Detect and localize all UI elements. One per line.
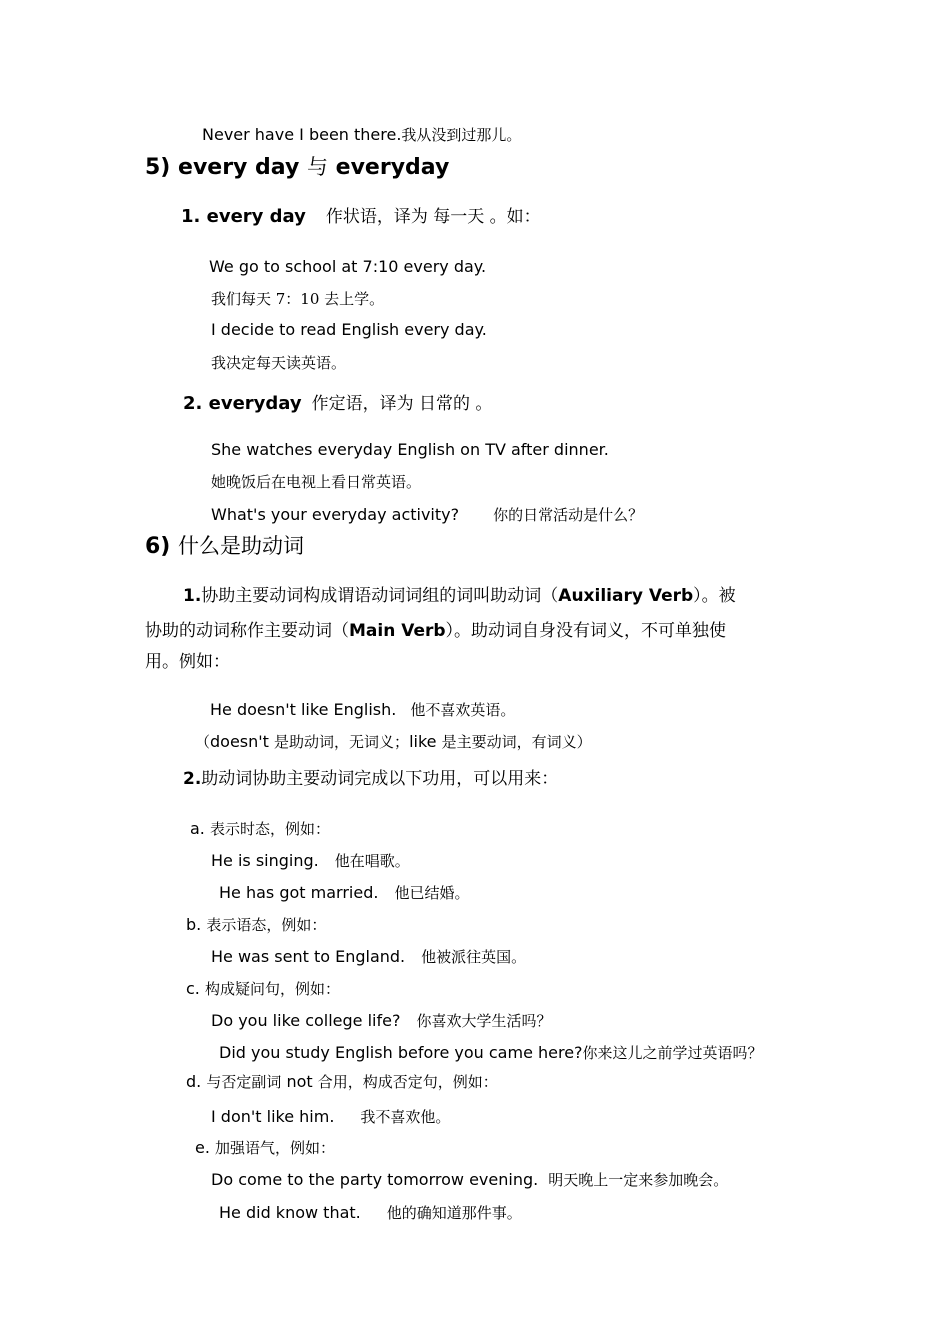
example-cn: 明天晚上一定来参加晚会。	[548, 1171, 729, 1189]
text: 协助的动词称作主要动词（	[145, 621, 349, 641]
subsection-everyday	[183, 393, 492, 415]
example-is-singing	[211, 850, 410, 872]
example-watches-english: She watches everyday English on TV after dinner.	[211, 440, 609, 459]
title-part-b: everyday	[335, 155, 450, 180]
text: ）。助动词自身没有词义，不可单独使	[445, 621, 727, 641]
example-cn: 你喜欢大学生活吗？	[416, 1012, 552, 1030]
subsection-every-day	[181, 206, 541, 228]
example-college-life	[211, 1010, 551, 1032]
subsection-desc: 作定语，译为 日常的 。	[311, 394, 493, 414]
example-en: Do come to the party tomorrow evening.	[211, 1170, 539, 1189]
example-en: Did you study English before you came here?	[219, 1043, 583, 1062]
example-study-english	[219, 1042, 763, 1064]
paragraph-2	[183, 768, 558, 790]
paragraph-1-line-1	[183, 585, 736, 607]
example-en: He has got married.	[219, 883, 379, 902]
note-doesnt	[195, 731, 592, 753]
example-cn: 我从没到过那儿。	[401, 126, 522, 144]
subsection-heading: 2. everyday	[183, 393, 302, 414]
example-cn: 他不喜欢英语。	[410, 701, 516, 719]
example-en: Never have I been there.	[202, 125, 402, 144]
example-cn: 他的确知道那件事。	[386, 1204, 522, 1222]
example-doesnt-like	[210, 699, 515, 721]
paragraph-1-line-3: 用。例如：	[145, 652, 230, 672]
term: like	[409, 732, 437, 751]
example-en: What's your everyday activity?	[211, 505, 460, 524]
paragraph-number: 2.	[183, 769, 202, 789]
example-go-to-school: We go to school at 7:10 every day.	[209, 257, 487, 276]
example-cn: 我不喜欢他。	[360, 1108, 451, 1126]
example-en: He doesn't like English.	[210, 700, 397, 719]
item-label: b.	[186, 915, 202, 934]
item-label: d.	[186, 1072, 202, 1091]
text: 与否定副词	[206, 1073, 282, 1091]
example-cn: 他在唱歌。	[334, 852, 410, 870]
item-label: c.	[186, 979, 200, 998]
example-go-to-school-cn: 我们每天 7：10 去上学。	[211, 290, 385, 308]
section-5-title	[145, 156, 449, 179]
text: 表示时态，例如：	[209, 820, 330, 838]
example-got-married	[219, 882, 469, 904]
title-connector: 与	[306, 155, 328, 179]
example-cn: 你来这儿之前学过英语吗？	[582, 1044, 763, 1062]
example-en: He did know that.	[219, 1203, 361, 1222]
text: 助动词协助主要动词完成以下功用，可以用来：	[201, 769, 559, 789]
subsection-desc: 作状语，译为 每一天 。如：	[325, 207, 541, 227]
section-6-title	[145, 535, 304, 558]
text: 加强语气，例如：	[215, 1139, 336, 1157]
example-en: He is singing.	[211, 851, 319, 870]
text: 构成疑问句，例如：	[204, 980, 340, 998]
example-read-english: I decide to read English every day.	[211, 320, 487, 339]
title-text: 什么是助动词	[178, 534, 305, 558]
paragraph-number: 1.	[183, 586, 202, 606]
example-everyday-activity	[211, 504, 643, 526]
term-main-verb: Main Verb	[349, 621, 446, 641]
example-watches-english-cn: 她晚饭后在电视上看日常英语。	[211, 473, 422, 491]
item-e	[195, 1137, 335, 1159]
example-did-know	[219, 1202, 522, 1224]
subsection-heading: 1. every day	[181, 206, 306, 227]
item-d	[186, 1071, 498, 1093]
example-en: Do you like college life?	[211, 1011, 401, 1030]
example-read-english-cn: 我决定每天读英语。	[211, 354, 347, 372]
text: 协助主要动词构成谓语动词词组的词叫助动词（	[201, 586, 559, 606]
example-never-been-there	[202, 124, 521, 146]
example-dont-like-him	[211, 1106, 450, 1128]
paragraph-1-line-2	[145, 620, 726, 642]
example-cn: 他已结婚。	[394, 884, 470, 902]
example-en: He was sent to England.	[211, 947, 406, 966]
item-label: e.	[195, 1138, 210, 1157]
item-label: a.	[190, 819, 205, 838]
title-number: 6)	[145, 534, 171, 559]
paren: （	[195, 733, 211, 751]
example-en: I don't like him.	[211, 1107, 335, 1126]
text: 合用，构成否定句，例如：	[317, 1073, 498, 1091]
text: ）。被	[693, 586, 736, 606]
item-b	[186, 914, 326, 936]
example-cn: 他被派往英国。	[421, 948, 527, 966]
term: doesn't	[210, 732, 269, 751]
text: 表示语态，例如：	[206, 916, 327, 934]
example-come-to-party	[211, 1169, 728, 1191]
term-not: not	[286, 1072, 313, 1091]
example-sent-england	[211, 946, 526, 968]
text: 是助动词，无词义；	[274, 733, 410, 751]
item-a	[190, 818, 330, 840]
text: 是主要动词，有词义）	[441, 733, 592, 751]
example-cn: 你的日常活动是什么？	[493, 506, 644, 524]
title-part-a: 5) every day	[145, 155, 300, 180]
item-c	[186, 978, 340, 1000]
term-auxiliary-verb: Auxiliary Verb	[558, 586, 694, 606]
